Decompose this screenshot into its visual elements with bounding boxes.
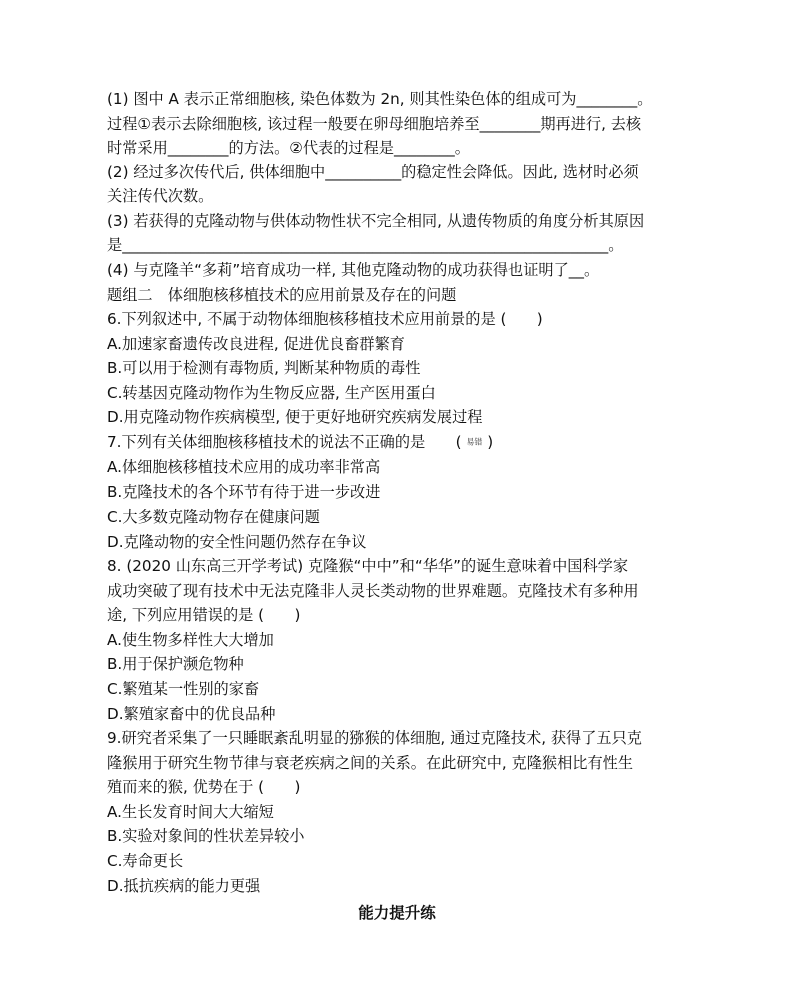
text-line: (4) 与克隆羊“多莉”培育成功一样, 其他克隆动物的成功获得也证明了__。: [107, 261, 600, 279]
section-title: 能力提升练: [358, 904, 436, 922]
text-line: 关注传代次数。: [107, 187, 214, 205]
option-d: D.抵抗疾病的能力更强: [107, 877, 261, 895]
text-line: 成功突破了现有技术中无法克隆非人灵长类动物的世界难题。克隆技术有多种用: [107, 582, 639, 600]
text-line: 过程①表示去除细胞核, 该过程一般要在卵母细胞培养至________期再进行, 去核: [107, 115, 642, 133]
error-prone-tag: 易错: [466, 437, 483, 447]
option-b: B.实验对象间的性状差异较小: [107, 827, 305, 845]
option-c: C.繁殖某一性别的家畜: [107, 680, 260, 698]
section-heading: 题组二 体细胞核移植技术的应用前景及存在的问题: [107, 286, 457, 304]
question-7-paren: ): [487, 433, 494, 451]
option-b: B.可以用于检测有毒物质, 判断某种物质的毒性: [107, 359, 421, 377]
option-b: B.用于保护濒危物种: [107, 655, 244, 673]
option-d: D.繁殖家畜中的优良品种: [107, 705, 276, 723]
text-line: 途, 下列应用错误的是 ( ): [107, 606, 301, 624]
option-a: A.使生物多样性大大增加: [107, 631, 274, 649]
text-line: (1) 图中 A 表示正常细胞核, 染色体数为 2n, 则其性染色体的组成可为________。: [107, 90, 653, 108]
question-7: [107, 431, 687, 453]
option-c: C.大多数克隆动物存在健康问题: [107, 508, 320, 526]
option-a: A.加速家畜遗传改良进程, 促进优良畜群繁育: [107, 335, 405, 353]
text-line: 殖而来的猴, 优势在于 ( ): [107, 778, 301, 796]
text-line: (2) 经过多次传代后, 供体细胞中__________的稳定性会降低。因此, 选材时必须: [107, 163, 639, 181]
question-8: 8. (2020 山东高三开学考试) 克隆猴“中中”和“华华”的诞生意味着中国科学家: [107, 557, 629, 575]
text-line: 时常采用________的方法。②代表的过程是________。: [107, 139, 470, 157]
text-line: 隆猴用于研究生物节律与衰老疾病之间的关系。在此研究中, 克隆猴相比有性生: [107, 754, 634, 772]
option-d: D.用克隆动物作疾病模型, 便于更好地研究疾病发展过程: [107, 408, 483, 426]
option-c: C.寿命更长: [107, 852, 184, 870]
question-9: 9.研究者采集了一只睡眠紊乱明显的猕猴的体细胞, 通过克隆技术, 获得了五只克: [107, 729, 642, 747]
text-line: (3) 若获得的克隆动物与供体动物性状不完全相同, 从遗传物质的角度分析其原因: [107, 212, 645, 230]
option-c: C.转基因克隆动物作为生物反应器, 生产医用蛋白: [107, 384, 436, 402]
option-b: B.克隆技术的各个环节有待于进一步改进: [107, 483, 381, 501]
option-d: D.克隆动物的安全性问题仍然存在争议: [107, 533, 367, 551]
option-a: A.生长发育时间大大缩短: [107, 803, 274, 821]
question-7-text: 7.下列有关体细胞核移植技术的说法不正确的是 (: [107, 433, 462, 451]
text-line: 是________________________________________________________________。: [107, 236, 624, 254]
option-a: A.体细胞核移植技术应用的成功率非常高: [107, 458, 381, 476]
question-6: 6.下列叙述中, 不属于动物体细胞核移植技术应用前景的是 ( ): [107, 310, 543, 328]
